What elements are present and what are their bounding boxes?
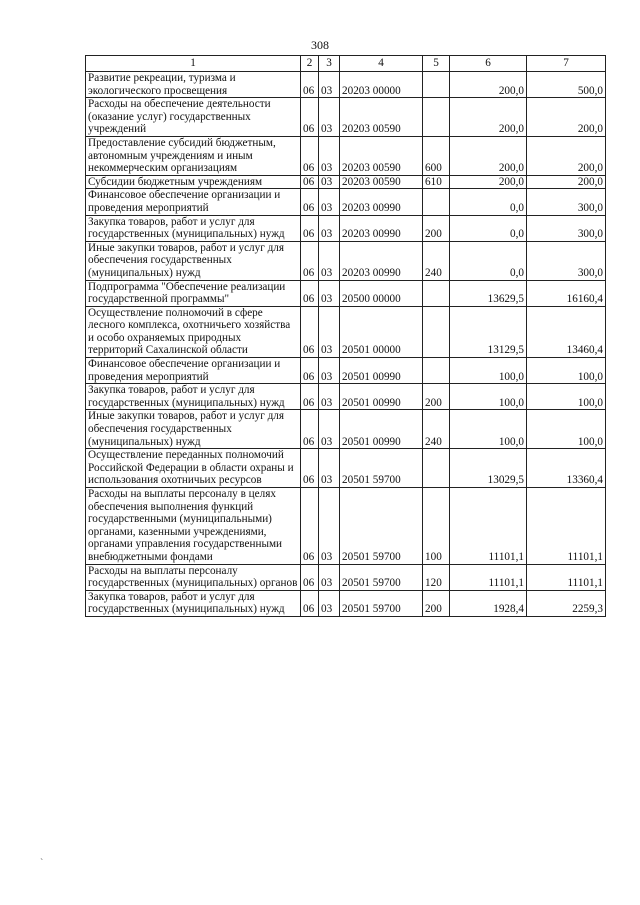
page-number: 308: [311, 38, 329, 52]
subsection-code-cell: 03: [319, 410, 340, 449]
row-name-cell: Осуществление полномочий в сфере лесного комплекса, охотничьего хозяйства и особо охраняемых природных территорий Сахалинской области: [86, 306, 301, 357]
table-row: [86, 189, 606, 215]
table-row: [86, 488, 606, 565]
subsection-code-cell: 03: [319, 384, 340, 410]
target-article-cell: 20501 59700: [340, 488, 423, 565]
amount-col6-cell: 200,0: [450, 72, 527, 98]
amount-col6-cell: 13029,5: [450, 449, 527, 488]
amount-col7-cell: 100,0: [527, 410, 606, 449]
amount-col7-cell: 11101,1: [527, 488, 606, 565]
expense-type-cell: 240: [423, 241, 450, 280]
row-name-cell: Расходы на выплаты персоналу в целях обеспечения выполнения функций государственными (муниципальными) органами, казенными учреждениями, органами управления государственными внебюджетными фондами: [86, 488, 301, 565]
scan-mark: `: [40, 858, 44, 869]
table-row: [86, 136, 606, 175]
amount-col6-cell: 11101,1: [450, 564, 527, 590]
section-code-cell: 06: [301, 384, 319, 410]
amount-col7-cell: 2259,3: [527, 590, 606, 616]
amount-col7-cell: 100,0: [527, 384, 606, 410]
section-code-cell: 06: [301, 280, 319, 306]
section-code-cell: 06: [301, 189, 319, 215]
table-row: [86, 306, 606, 357]
table-row: [86, 410, 606, 449]
expense-type-cell: 200: [423, 384, 450, 410]
table-row: [86, 564, 606, 590]
subsection-code-cell: 03: [319, 189, 340, 215]
expense-type-cell: [423, 280, 450, 306]
amount-col7-cell: 100,0: [527, 358, 606, 384]
table-row: [86, 384, 606, 410]
section-code-cell: 06: [301, 175, 319, 189]
header-row: [86, 56, 606, 72]
expense-type-cell: [423, 98, 450, 137]
header-cell: 2: [301, 56, 319, 72]
section-code-cell: 06: [301, 215, 319, 241]
subsection-code-cell: 03: [319, 358, 340, 384]
amount-col6-cell: 200,0: [450, 175, 527, 189]
amount-col7-cell: 13360,4: [527, 449, 606, 488]
table-row: [86, 280, 606, 306]
target-article-cell: 20501 59700: [340, 590, 423, 616]
target-article-cell: 20203 00590: [340, 136, 423, 175]
section-code-cell: 06: [301, 449, 319, 488]
header-cell: 6: [450, 56, 527, 72]
row-name-cell: Расходы на выплаты персоналу государственных (муниципальных) органов: [86, 564, 301, 590]
target-article-cell: 20501 59700: [340, 564, 423, 590]
table-row: [86, 590, 606, 616]
section-code-cell: 06: [301, 241, 319, 280]
amount-col7-cell: 200,0: [527, 98, 606, 137]
amount-col6-cell: 0,0: [450, 189, 527, 215]
header-cell: 5: [423, 56, 450, 72]
amount-col7-cell: 300,0: [527, 189, 606, 215]
target-article-cell: 20203 00990: [340, 215, 423, 241]
table-row: [86, 241, 606, 280]
section-code-cell: 06: [301, 358, 319, 384]
target-article-cell: 20203 00990: [340, 241, 423, 280]
amount-col6-cell: 0,0: [450, 241, 527, 280]
amount-col6-cell: 0,0: [450, 215, 527, 241]
subsection-code-cell: 03: [319, 449, 340, 488]
row-name-cell: Закупка товаров, работ и услуг для государственных (муниципальных) нужд: [86, 384, 301, 410]
target-article-cell: 20203 00590: [340, 175, 423, 189]
expense-type-cell: 240: [423, 410, 450, 449]
target-article-cell: 20203 00590: [340, 98, 423, 137]
subsection-code-cell: 03: [319, 306, 340, 357]
target-article-cell: 20501 00990: [340, 384, 423, 410]
expense-type-cell: [423, 306, 450, 357]
amount-col7-cell: 500,0: [527, 72, 606, 98]
amount-col6-cell: 11101,1: [450, 488, 527, 565]
target-article-cell: 20203 00000: [340, 72, 423, 98]
table-row: [86, 358, 606, 384]
expense-type-cell: [423, 72, 450, 98]
budget-table: [85, 55, 606, 617]
target-article-cell: 20501 00990: [340, 410, 423, 449]
row-name-cell: Предоставление субсидий бюджетным, автономным учреждениям и иным некоммерческим организациям: [86, 136, 301, 175]
expense-type-cell: 600: [423, 136, 450, 175]
amount-col7-cell: 200,0: [527, 175, 606, 189]
amount-col7-cell: 13460,4: [527, 306, 606, 357]
row-name-cell: Субсидии бюджетным учреждениям: [86, 175, 301, 189]
header-cell: 1: [86, 56, 301, 72]
section-code-cell: 06: [301, 410, 319, 449]
amount-col7-cell: 200,0: [527, 136, 606, 175]
table-row: [86, 449, 606, 488]
row-name-cell: Закупка товаров, работ и услуг для государственных (муниципальных) нужд: [86, 215, 301, 241]
expense-type-cell: [423, 189, 450, 215]
table-row: [86, 98, 606, 137]
target-article-cell: 20203 00990: [340, 189, 423, 215]
section-code-cell: 06: [301, 72, 319, 98]
amount-col6-cell: 100,0: [450, 384, 527, 410]
target-article-cell: 20501 59700: [340, 449, 423, 488]
table-body: [86, 72, 606, 617]
section-code-cell: 06: [301, 564, 319, 590]
row-name-cell: Иные закупки товаров, работ и услуг для обеспечения государственных (муниципальных) нужд: [86, 410, 301, 449]
row-name-cell: Финансовое обеспечение организации и проведения мероприятий: [86, 189, 301, 215]
header-cell: 3: [319, 56, 340, 72]
expense-type-cell: 200: [423, 590, 450, 616]
amount-col7-cell: 11101,1: [527, 564, 606, 590]
expense-type-cell: [423, 449, 450, 488]
subsection-code-cell: 03: [319, 564, 340, 590]
amount-col6-cell: 1928,4: [450, 590, 527, 616]
amount-col6-cell: 13129,5: [450, 306, 527, 357]
subsection-code-cell: 03: [319, 215, 340, 241]
row-name-cell: Расходы на обеспечение деятельности (оказание услуг) государственных учреждений: [86, 98, 301, 137]
subsection-code-cell: 03: [319, 590, 340, 616]
subsection-code-cell: 03: [319, 72, 340, 98]
expense-type-cell: 610: [423, 175, 450, 189]
row-name-cell: Осуществление переданных полномочий Российской Федерации в области охраны и использования охотничьих ресурсов: [86, 449, 301, 488]
subsection-code-cell: 03: [319, 175, 340, 189]
amount-col6-cell: 100,0: [450, 410, 527, 449]
table-row: [86, 175, 606, 189]
target-article-cell: 20501 00990: [340, 358, 423, 384]
row-name-cell: Финансовое обеспечение организации и проведения мероприятий: [86, 358, 301, 384]
amount-col7-cell: 300,0: [527, 241, 606, 280]
amount-col6-cell: 200,0: [450, 136, 527, 175]
subsection-code-cell: 03: [319, 136, 340, 175]
section-code-cell: 06: [301, 306, 319, 357]
expense-type-cell: 200: [423, 215, 450, 241]
subsection-code-cell: 03: [319, 98, 340, 137]
header-cell: 4: [340, 56, 423, 72]
row-name-cell: Развитие рекреации, туризма и экологического просвещения: [86, 72, 301, 98]
expense-type-cell: 100: [423, 488, 450, 565]
expense-type-cell: [423, 358, 450, 384]
amount-col6-cell: 200,0: [450, 98, 527, 137]
section-code-cell: 06: [301, 136, 319, 175]
target-article-cell: 20500 00000: [340, 280, 423, 306]
subsection-code-cell: 03: [319, 241, 340, 280]
amount-col7-cell: 300,0: [527, 215, 606, 241]
target-article-cell: 20501 00000: [340, 306, 423, 357]
section-code-cell: 06: [301, 98, 319, 137]
amount-col6-cell: 13629,5: [450, 280, 527, 306]
section-code-cell: 06: [301, 488, 319, 565]
amount-col6-cell: 100,0: [450, 358, 527, 384]
subsection-code-cell: 03: [319, 488, 340, 565]
row-name-cell: Закупка товаров, работ и услуг для государственных (муниципальных) нужд: [86, 590, 301, 616]
subsection-code-cell: 03: [319, 280, 340, 306]
table-row: [86, 72, 606, 98]
header-cell: 7: [527, 56, 606, 72]
row-name-cell: Подпрограмма "Обеспечение реализации государственной программы": [86, 280, 301, 306]
table-row: [86, 215, 606, 241]
expense-type-cell: 120: [423, 564, 450, 590]
section-code-cell: 06: [301, 590, 319, 616]
row-name-cell: Иные закупки товаров, работ и услуг для обеспечения государственных (муниципальных) нужд: [86, 241, 301, 280]
amount-col7-cell: 16160,4: [527, 280, 606, 306]
